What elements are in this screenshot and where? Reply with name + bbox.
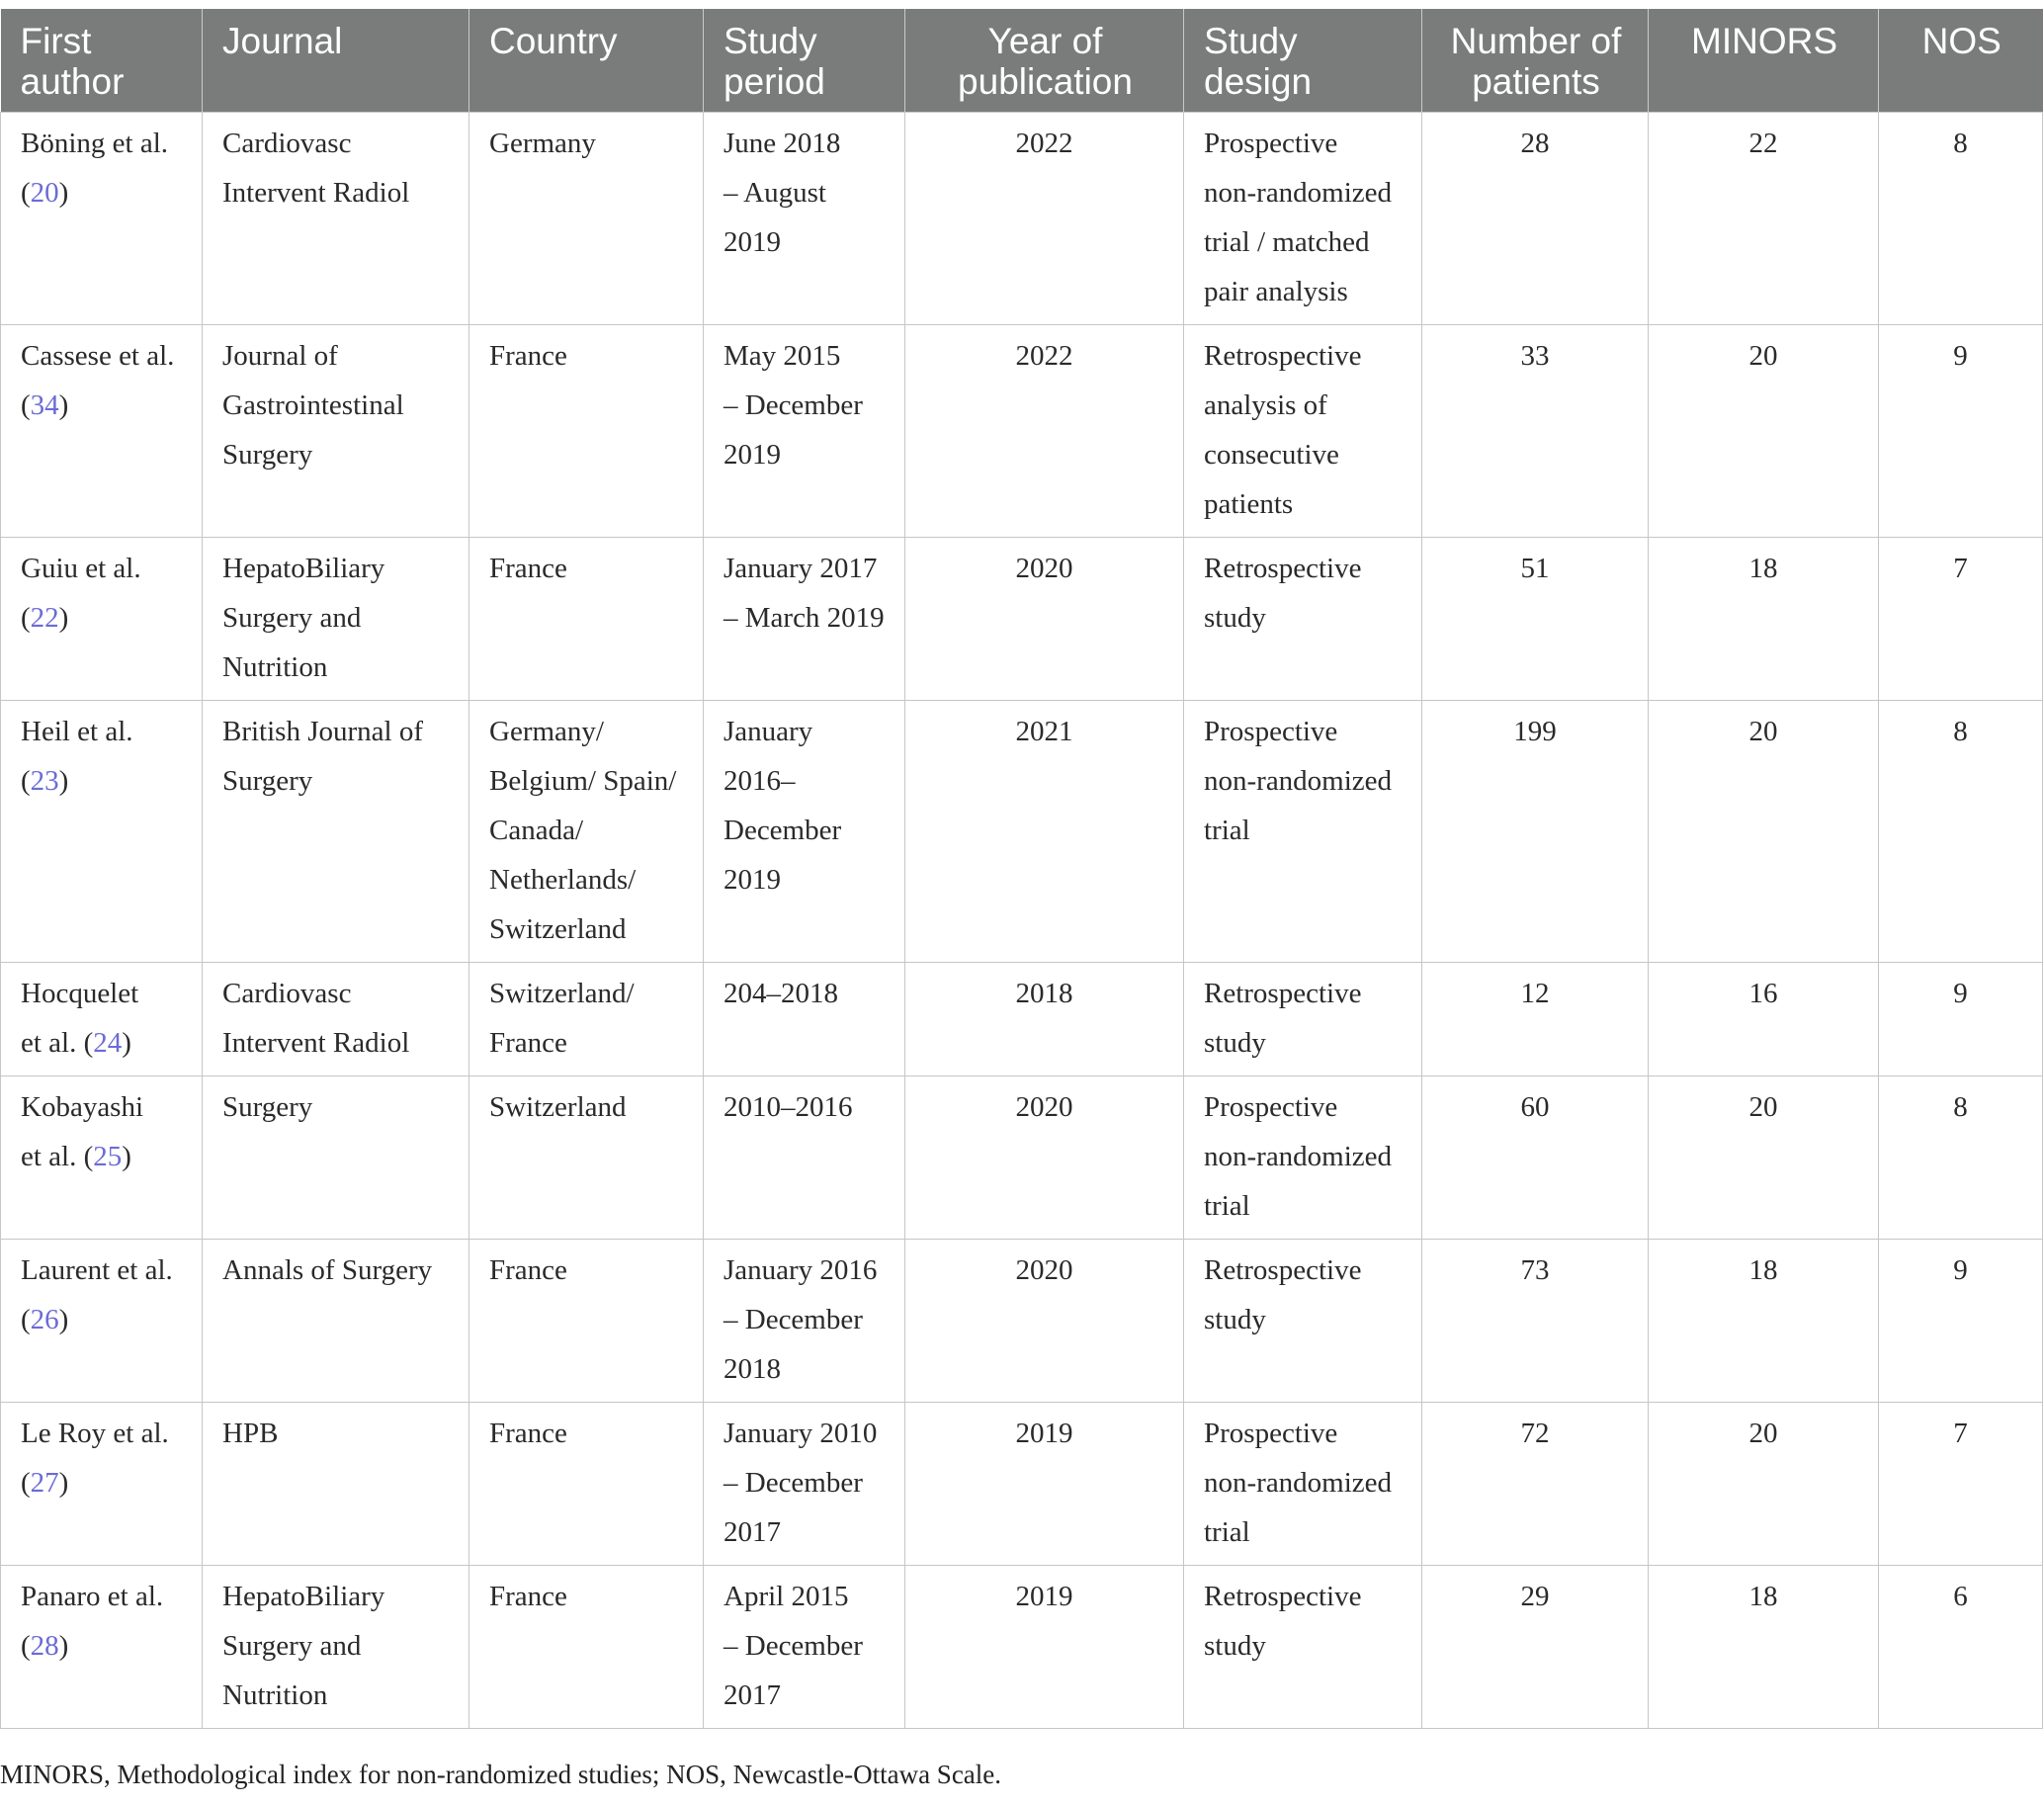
cell-minors: 20 xyxy=(1649,325,1879,538)
cell-journal: HepatoBiliary Surgery and Nutrition xyxy=(203,1566,469,1729)
header-label: NOS xyxy=(1921,21,2001,61)
header-nos xyxy=(1879,9,2043,113)
cell-year: 2020 xyxy=(905,538,1184,701)
cell-patients: 33 xyxy=(1422,325,1649,538)
author-suffix-close: ) xyxy=(58,389,69,421)
author-suffix-close: ) xyxy=(58,1467,69,1499)
author-suffix: ( xyxy=(21,1304,31,1335)
author-name: Guiu et al. xyxy=(21,553,141,584)
author-suffix-close: ) xyxy=(122,1027,131,1059)
author-suffix: ( xyxy=(21,177,31,209)
author-suffix-close: ) xyxy=(58,1304,69,1335)
cell-minors: 20 xyxy=(1649,1076,1879,1240)
header-label: MINORS xyxy=(1691,21,1837,61)
cell-first-author xyxy=(1,113,203,325)
cell-patients: 60 xyxy=(1422,1076,1649,1240)
table-row xyxy=(1,113,2043,325)
cell-minors: 18 xyxy=(1649,1566,1879,1729)
table-row xyxy=(1,1240,2043,1403)
header-label: Study period xyxy=(724,21,825,102)
reference-link[interactable]: 20 xyxy=(30,177,59,209)
author-suffix: ( xyxy=(21,1467,31,1499)
cell-minors: 16 xyxy=(1649,963,1879,1076)
cell-year: 2018 xyxy=(905,963,1184,1076)
cell-patients: 28 xyxy=(1422,113,1649,325)
cell-patients: 29 xyxy=(1422,1566,1649,1729)
cell-nos: 9 xyxy=(1879,1240,2043,1403)
cell-year: 2022 xyxy=(905,325,1184,538)
author-suffix: ( xyxy=(21,765,31,797)
author-suffix: ( xyxy=(21,389,31,421)
table-row xyxy=(1,1566,2043,1729)
cell-nos: 8 xyxy=(1879,701,2043,963)
author-suffix-close: ) xyxy=(58,177,69,209)
header-label: Number of patients xyxy=(1450,21,1622,102)
cell-study-design: Prospective non-randomized trial / matched pair analysis xyxy=(1184,113,1422,325)
cell-minors: 22 xyxy=(1649,113,1879,325)
cell-country: France xyxy=(469,1240,704,1403)
cell-country: France xyxy=(469,1566,704,1729)
cell-year: 2019 xyxy=(905,1403,1184,1566)
cell-nos: 6 xyxy=(1879,1566,2043,1729)
header-label: Year of publication xyxy=(958,21,1133,102)
author-suffix: ( xyxy=(21,602,31,634)
cell-study-period: April 2015 – December 2017 xyxy=(704,1566,905,1729)
reference-link[interactable]: 27 xyxy=(30,1467,59,1499)
cell-patients: 72 xyxy=(1422,1403,1649,1566)
author-suffix: et al. ( xyxy=(21,1141,94,1172)
table-row xyxy=(1,701,2043,963)
author-name: Heil et al. xyxy=(21,716,133,747)
cell-country: Germany/ Belgium/ Spain/ Canada/ Netherlands/ Switzerland xyxy=(469,701,704,963)
cell-year: 2019 xyxy=(905,1566,1184,1729)
cell-journal: British Journal of Surgery xyxy=(203,701,469,963)
table-row xyxy=(1,325,2043,538)
cell-journal: Journal of Gastrointestinal Surgery xyxy=(203,325,469,538)
cell-study-period: May 2015 – December 2019 xyxy=(704,325,905,538)
cell-study-period: 204–2018 xyxy=(704,963,905,1076)
cell-year: 2020 xyxy=(905,1240,1184,1403)
cell-patients: 199 xyxy=(1422,701,1649,963)
cell-study-design: Retrospective analysis of consecutive patients xyxy=(1184,325,1422,538)
table-body xyxy=(1,113,2043,1729)
author-name: Kobayashi xyxy=(21,1091,144,1123)
cell-study-design: Prospective non-randomized trial xyxy=(1184,1403,1422,1566)
cell-nos: 8 xyxy=(1879,113,2043,325)
author-suffix: et al. ( xyxy=(21,1027,94,1059)
author-suffix-close: ) xyxy=(58,602,69,634)
header-year-of-publication xyxy=(905,9,1184,113)
cell-minors: 20 xyxy=(1649,1403,1879,1566)
reference-link[interactable]: 28 xyxy=(30,1630,59,1662)
cell-journal: Annals of Surgery xyxy=(203,1240,469,1403)
cell-study-period: January 2017 – March 2019 xyxy=(704,538,905,701)
study-table xyxy=(0,9,2043,1729)
cell-first-author xyxy=(1,1076,203,1240)
author-name: Panaro et al. xyxy=(21,1581,164,1612)
cell-study-design: Retrospective study xyxy=(1184,1240,1422,1403)
cell-first-author xyxy=(1,1403,203,1566)
table-row xyxy=(1,963,2043,1076)
cell-first-author xyxy=(1,538,203,701)
cell-study-design: Prospective non-randomized trial xyxy=(1184,701,1422,963)
author-suffix-close: ) xyxy=(58,765,69,797)
cell-first-author xyxy=(1,325,203,538)
cell-journal: Cardiovasc Intervent Radiol xyxy=(203,963,469,1076)
cell-journal: Cardiovasc Intervent Radiol xyxy=(203,113,469,325)
cell-study-design: Prospective non-randomized trial xyxy=(1184,1076,1422,1240)
header-label: First author xyxy=(20,21,125,102)
header-label: Journal xyxy=(222,21,343,61)
header-label: Study design xyxy=(1204,21,1313,102)
reference-link[interactable]: 26 xyxy=(30,1304,59,1335)
cell-nos: 9 xyxy=(1879,963,2043,1076)
cell-country: Germany xyxy=(469,113,704,325)
cell-first-author xyxy=(1,701,203,963)
header-first-author xyxy=(1,9,203,113)
header-minors xyxy=(1649,9,1879,113)
cell-first-author xyxy=(1,963,203,1076)
cell-study-period: January 2010 – December 2017 xyxy=(704,1403,905,1566)
cell-country: France xyxy=(469,1403,704,1566)
reference-link[interactable]: 25 xyxy=(93,1141,123,1172)
cell-country: Switzerland/ France xyxy=(469,963,704,1076)
cell-patients: 12 xyxy=(1422,963,1649,1076)
table-row xyxy=(1,1403,2043,1566)
cell-journal: HepatoBiliary Surgery and Nutrition xyxy=(203,538,469,701)
author-suffix-close: ) xyxy=(122,1141,131,1172)
author-name: Le Roy et al. xyxy=(21,1418,169,1449)
cell-first-author xyxy=(1,1566,203,1729)
cell-first-author xyxy=(1,1240,203,1403)
cell-country: Switzerland xyxy=(469,1076,704,1240)
cell-study-design: Retrospective study xyxy=(1184,538,1422,701)
header-label: Country xyxy=(489,21,618,61)
cell-year: 2021 xyxy=(905,701,1184,963)
header-journal xyxy=(203,9,469,113)
cell-minors: 20 xyxy=(1649,701,1879,963)
cell-study-period: January 2016– December 2019 xyxy=(704,701,905,963)
cell-study-period: January 2016 – December 2018 xyxy=(704,1240,905,1403)
cell-journal: Surgery xyxy=(203,1076,469,1240)
header-number-of-patients xyxy=(1422,9,1649,113)
cell-journal: HPB xyxy=(203,1403,469,1566)
cell-nos: 9 xyxy=(1879,325,2043,538)
author-name: Hocquelet xyxy=(21,978,139,1009)
author-name: Cassese et al. xyxy=(21,340,175,372)
header-study-design xyxy=(1184,9,1422,113)
author-suffix-close: ) xyxy=(58,1630,69,1662)
author-suffix: ( xyxy=(21,1630,31,1662)
cell-year: 2020 xyxy=(905,1076,1184,1240)
cell-patients: 51 xyxy=(1422,538,1649,701)
cell-country: France xyxy=(469,538,704,701)
header-country xyxy=(469,9,704,113)
author-name: Böning et al. xyxy=(21,128,169,159)
cell-year: 2022 xyxy=(905,113,1184,325)
cell-nos: 7 xyxy=(1879,538,2043,701)
cell-nos: 7 xyxy=(1879,1403,2043,1566)
cell-nos: 8 xyxy=(1879,1076,2043,1240)
reference-link[interactable]: 23 xyxy=(30,765,59,797)
cell-study-design: Retrospective study xyxy=(1184,963,1422,1076)
table-row xyxy=(1,1076,2043,1240)
cell-study-period: 2010–2016 xyxy=(704,1076,905,1240)
reference-link[interactable]: 34 xyxy=(30,389,59,421)
cell-study-design: Retrospective study xyxy=(1184,1566,1422,1729)
reference-link[interactable]: 22 xyxy=(30,602,59,634)
cell-minors: 18 xyxy=(1649,1240,1879,1403)
table-row xyxy=(1,538,2043,701)
author-name: Laurent et al. xyxy=(21,1254,173,1286)
table-header-row xyxy=(1,9,2043,113)
cell-study-period: June 2018 – August 2019 xyxy=(704,113,905,325)
cell-country: France xyxy=(469,325,704,538)
cell-patients: 73 xyxy=(1422,1240,1649,1403)
reference-link[interactable]: 24 xyxy=(93,1027,123,1059)
header-study-period xyxy=(704,9,905,113)
table-footnote: MINORS, Methodological index for non-randomized studies; NOS, Newcastle-Ottawa Scale. xyxy=(0,1760,1002,1789)
cell-minors: 18 xyxy=(1649,538,1879,701)
